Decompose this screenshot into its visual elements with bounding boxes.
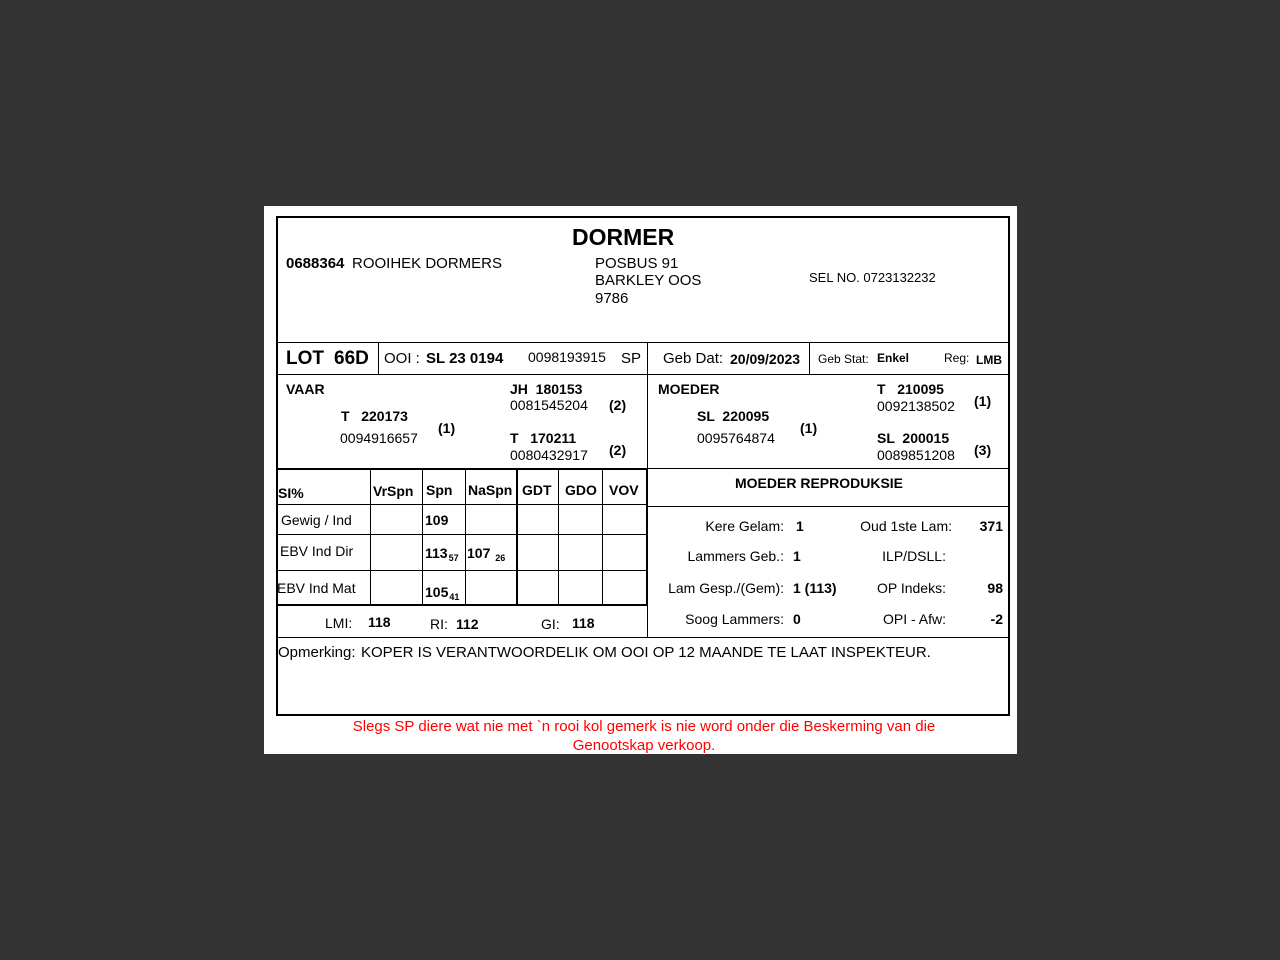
remark-label: Opmerking:: [278, 644, 356, 661]
perf-naspn-sub: 26: [495, 553, 506, 563]
geb-stat-label: Geb Stat:: [818, 352, 869, 366]
geb-dat-value: 20/09/2023: [730, 351, 801, 367]
moeder-dam-number: 0089851208: [877, 447, 955, 463]
perf-row-label: Gewig / Ind: [281, 512, 352, 528]
sel-number: SEL NO. 0723132232: [809, 270, 936, 285]
divider-row1: [278, 534, 648, 535]
op-indeks-label: OP Indeks:: [876, 580, 946, 596]
ilp-dsll-label: ILP/DSLL:: [882, 548, 946, 564]
divider-lot-v1: [378, 342, 379, 374]
lam-gesp-label: Lam Gesp./(Gem):: [668, 580, 784, 596]
kere-gelam-label: Kere Gelam:: [705, 518, 784, 534]
oud-1ste-lam-value: 371: [979, 518, 1003, 534]
vaar-number: 0094916657: [340, 430, 418, 446]
vaar-dam-number: 0080432917: [510, 447, 588, 463]
perf-spn-sub: 57: [448, 553, 459, 563]
perf-header-gdt: GDT: [522, 482, 552, 498]
repro-title: MOEDER REPRODUKSIE: [735, 475, 904, 491]
divider-remark: [278, 637, 1008, 638]
vaar-sire-id: JH 180153: [510, 381, 583, 397]
border-left: [276, 216, 278, 716]
moeder-sire-count: (1): [974, 393, 992, 409]
gi-value: 118: [572, 615, 595, 631]
breeder-name: ROOIHEK DORMERS: [352, 255, 503, 272]
moeder-dam-count: (3): [974, 442, 992, 458]
lmi-label: LMI:: [325, 615, 353, 631]
divider-header: [278, 342, 1008, 343]
ooi-id: SL 23 0194: [426, 350, 504, 367]
soog-lammers-value: 0: [793, 611, 801, 627]
ooi-number: 0098193915: [528, 349, 606, 365]
reg-value: LMB: [976, 353, 1002, 367]
vaar-sire-count: (2): [609, 397, 627, 413]
vaar-label: VAAR: [286, 381, 325, 397]
reg-label: Reg:: [944, 351, 970, 365]
perf-top-thick: [278, 468, 648, 470]
lot-card: [264, 206, 1017, 754]
ooi-label: OOI :: [384, 350, 420, 367]
opi-afw-value: -2: [990, 611, 1003, 627]
footer-notice-line-2: Genootskap verkoop.: [572, 737, 716, 754]
perf-header-spn: Spn: [426, 482, 453, 498]
moeder-sire-id: T 210095: [877, 381, 944, 397]
address-line-1: POSBUS 91: [595, 255, 679, 272]
moeder-id: SL 220095: [697, 408, 770, 424]
perf-header-naspn: NaSpn: [468, 482, 513, 498]
divider-perf-header: [278, 504, 648, 505]
perf-col-5: [558, 470, 559, 604]
lammers-geb-label: Lammers Geb.:: [687, 548, 784, 564]
perf-row-label: EBV Ind Mat: [277, 580, 356, 596]
lot-label: LOT: [286, 348, 324, 369]
moeder-number: 0095764874: [697, 430, 775, 446]
opi-afw-label: OPI - Afw:: [882, 611, 946, 627]
oud-1ste-lam-label: Oud 1ste Lam:: [860, 518, 952, 534]
op-indeks-value: 98: [987, 580, 1003, 596]
lmi-value: 118: [368, 614, 391, 630]
perf-col-6: [602, 470, 603, 604]
sp-flag: SP: [621, 350, 642, 367]
divider-lot-v3: [809, 342, 810, 374]
breeder-number: 0688364: [286, 255, 345, 272]
gi-label: GI:: [541, 616, 560, 632]
vaar-sire-number: 0081545204: [510, 397, 588, 413]
perf-naspn-value: 107 $_{26}$: [467, 545, 506, 563]
footer-notice-line-1: Slegs SP diere wat nie met `n rooi kol gemerk is nie word onder die Beskerming van die: [352, 718, 936, 735]
perf-header-vov: VOV: [609, 482, 639, 498]
divider-row2: [278, 570, 648, 571]
perf-col-4: [516, 470, 518, 606]
perf-col-2: [422, 470, 423, 604]
perf-header-vrspn: VrSpn: [373, 483, 414, 499]
moeder-label: MOEDER: [658, 381, 720, 397]
moeder-dam-id: SL 200015: [877, 430, 950, 446]
perf-row-label: EBV Ind Dir: [280, 543, 354, 559]
perf-spn-value: 109: [425, 512, 449, 528]
geb-stat-value: Enkel: [877, 351, 910, 365]
perf-col-1: [370, 470, 371, 604]
address-line-2: BARKLEY OOS: [595, 272, 702, 289]
border-top: [276, 216, 1010, 218]
divider-lot: [278, 374, 1008, 375]
soog-lammers-label: Soog Lammers:: [685, 611, 784, 627]
vaar-id: T 220173: [341, 408, 408, 424]
perf-spn-value: $113_{57}$: [425, 545, 459, 563]
border-bottom: [276, 714, 1010, 716]
geb-dat-label: Geb Dat:: [663, 350, 724, 367]
ri-label: RI:: [430, 616, 448, 632]
lam-gesp-value: 1 (113): [793, 580, 837, 596]
vaar-count: (1): [438, 420, 456, 436]
perf-col-3: [465, 470, 466, 604]
vaar-dam-id: T 170211: [510, 430, 577, 446]
kere-gelam-value: 1: [796, 518, 804, 534]
moeder-count: (1): [800, 420, 818, 436]
perf-spn-sub: 41: [449, 592, 460, 602]
breed-title: DORMER: [572, 224, 675, 250]
perf-header-gdo: GDO: [565, 482, 597, 498]
perf-header-si: SI%: [278, 485, 304, 501]
border-right: [1008, 216, 1010, 716]
address-line-3: 9786: [595, 290, 629, 307]
perf-spn-value: $105_{41}$: [425, 584, 460, 602]
remark-text: KOPER IS VERANTWOORDELIK OM OOI OP 12 MAANDE TE LAAT INSPEKTEUR.: [361, 644, 931, 661]
lammers-geb-value: 1: [793, 548, 801, 564]
lot-number: 66D: [334, 348, 369, 369]
divider-repro-title: [647, 506, 1008, 507]
ri-value: 112: [456, 616, 479, 632]
vaar-dam-count: (2): [609, 442, 627, 458]
moeder-sire-number: 0092138502: [877, 398, 955, 414]
divider-row3: [278, 604, 648, 606]
